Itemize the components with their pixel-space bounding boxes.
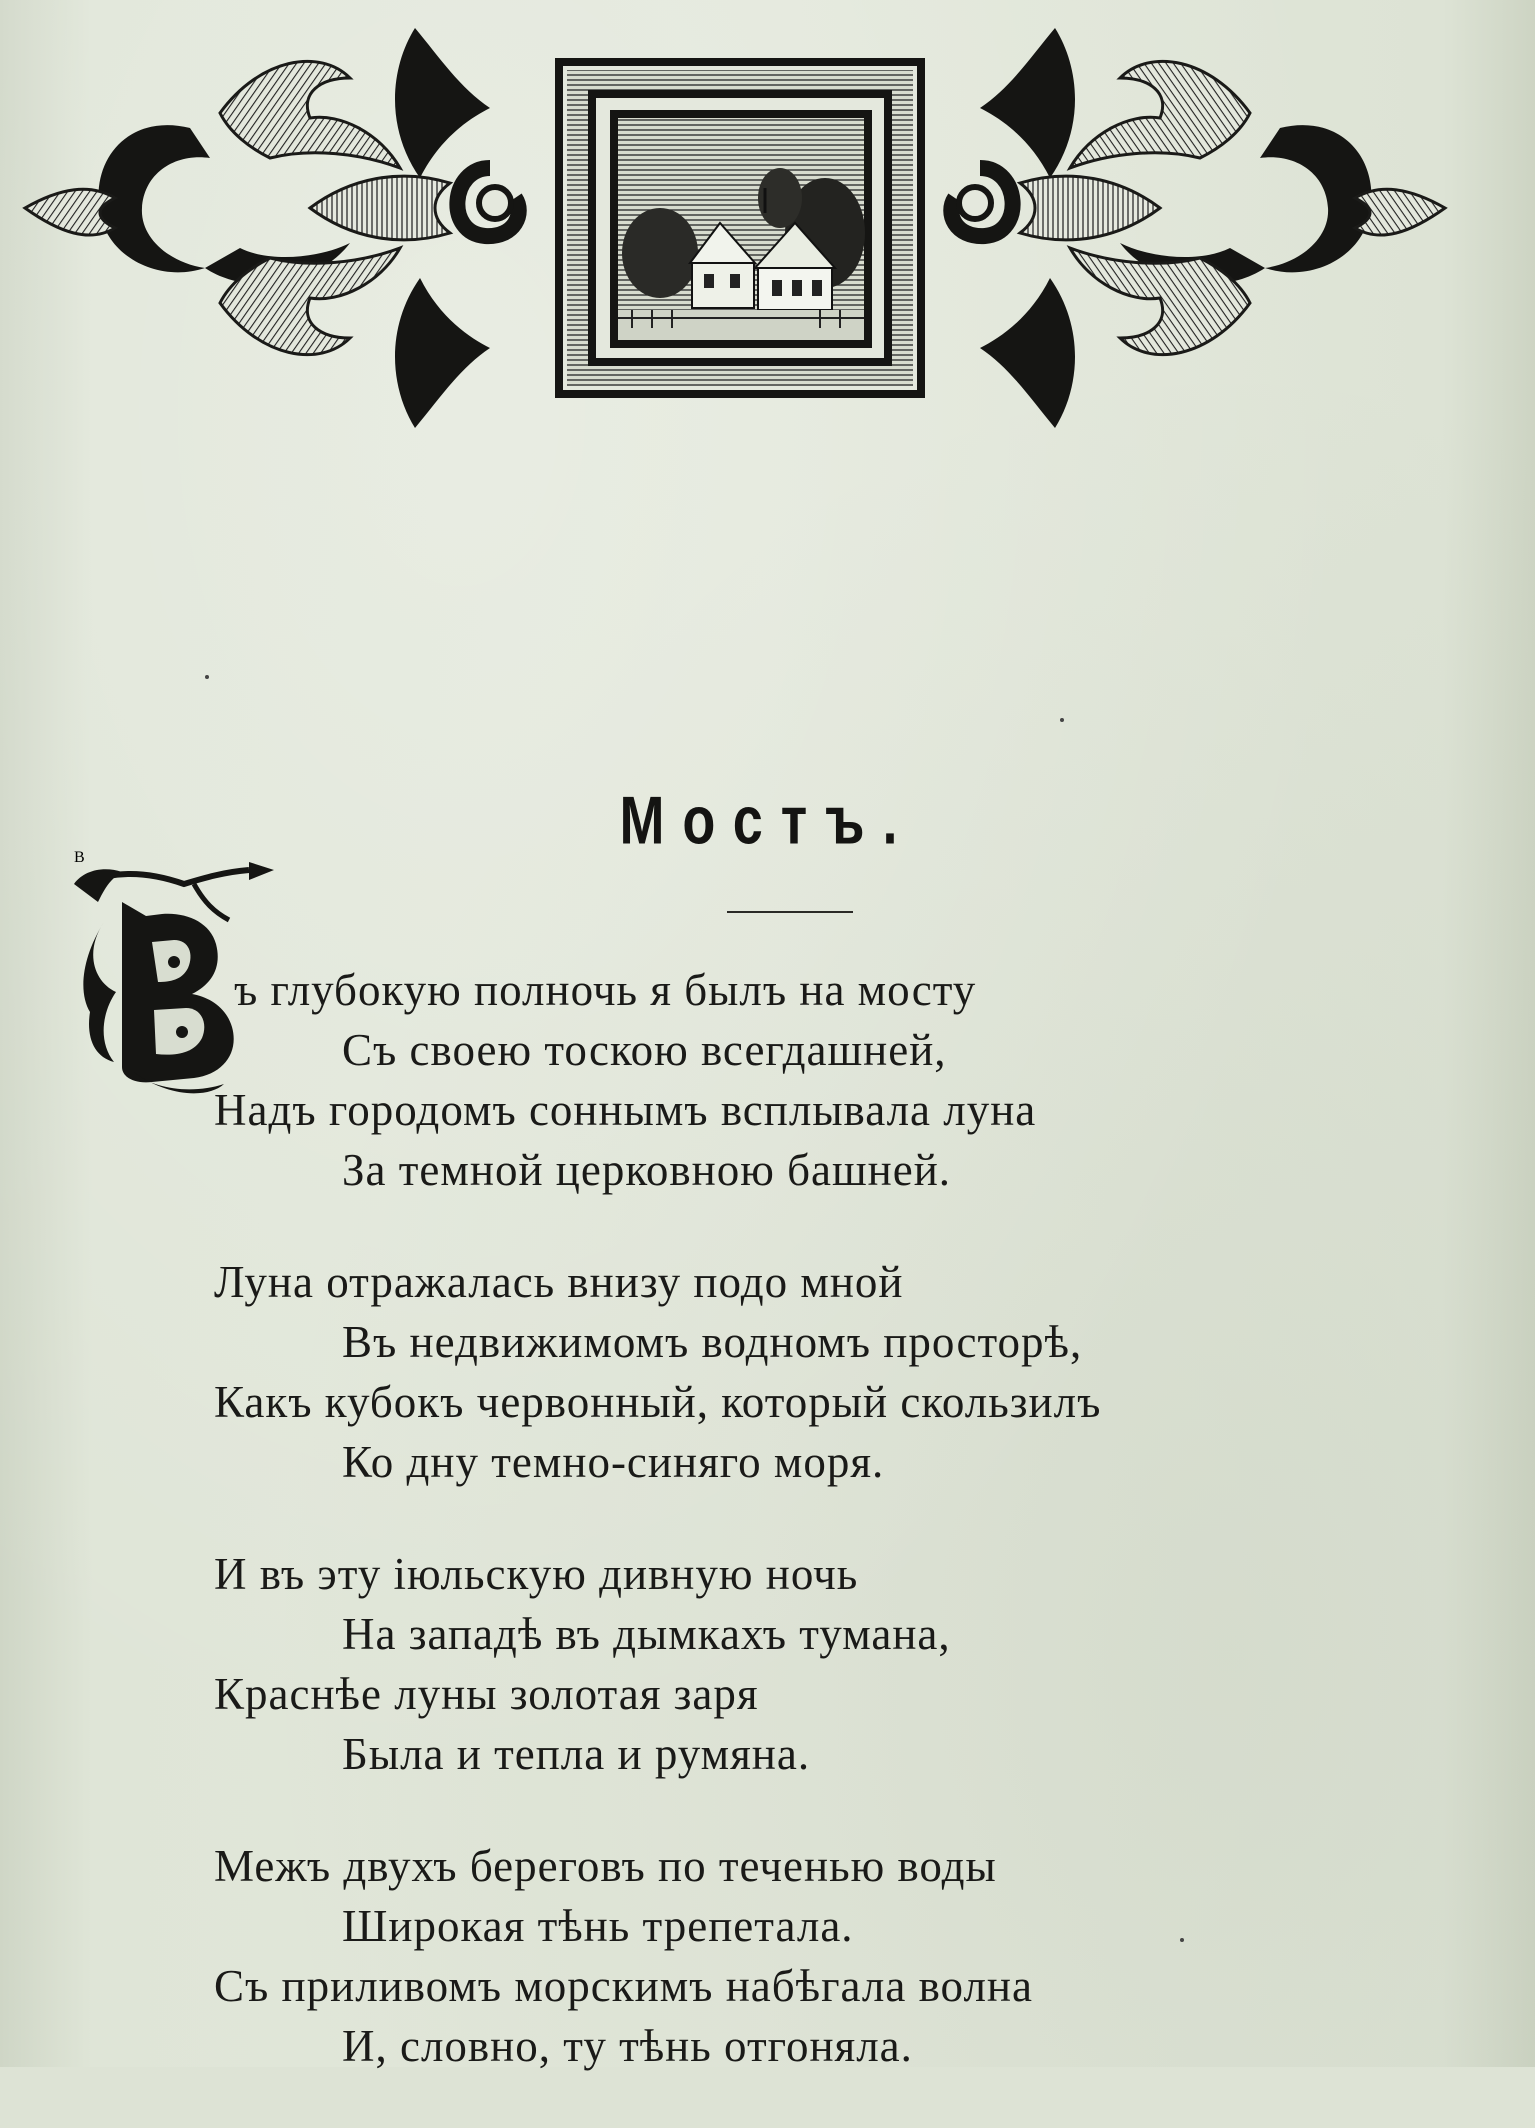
poem-line: Въ недвижимомъ водномъ просторѣ,: [342, 1317, 1083, 1367]
stanza: [214, 1544, 1334, 1784]
ink-speck: [1180, 1938, 1184, 1942]
poem-line: И, словно, ту тѣнь отгоняла.: [342, 2021, 913, 2071]
poem-line: На западѣ въ дымкахъ тумана,: [342, 1609, 951, 1659]
poem-line: Была и тепла и румяна.: [342, 1729, 811, 1779]
poem-line: ъ глубокую полночь я былъ на мосту: [234, 965, 977, 1015]
stanza: [214, 960, 1334, 1200]
poem-line: Межъ двухъ береговъ по теченью воды: [214, 1841, 997, 1891]
poem-line: И въ эту іюльскую дивную ночь: [214, 1549, 859, 1599]
stanza: [214, 1836, 1334, 2076]
poem-line: За темной церковною башней.: [342, 1145, 952, 1195]
ink-speck: [205, 675, 209, 679]
poem-line: Съ приливомъ морскимъ набѣгала волна: [214, 1961, 1033, 2011]
initial-letter-text: В: [74, 849, 85, 866]
poem-line: Луна отражалась внизу подо мной: [214, 1257, 904, 1307]
poem-line: Съ своею тоскою всегдашней,: [342, 1025, 947, 1075]
poem-line: Широкая тѣнь трепетала.: [342, 1901, 854, 1951]
poem-body: [214, 960, 1334, 2128]
poem-line: Какъ кубокъ червонный, который скользилъ: [214, 1377, 1102, 1427]
ink-speck: [1060, 718, 1064, 722]
poem-title: Мостъ.: [619, 783, 916, 859]
poem-line: Ко дну темно-синяго моря.: [342, 1437, 885, 1487]
poem-line: Надъ городомъ соннымъ всплывала луна: [214, 1085, 1037, 1135]
stanza: [214, 1252, 1334, 1492]
ornamental-headpiece-image: [20, 18, 1450, 438]
poem-line: Краснѣе луны золотая заря: [214, 1669, 759, 1719]
title-divider: [727, 911, 853, 913]
